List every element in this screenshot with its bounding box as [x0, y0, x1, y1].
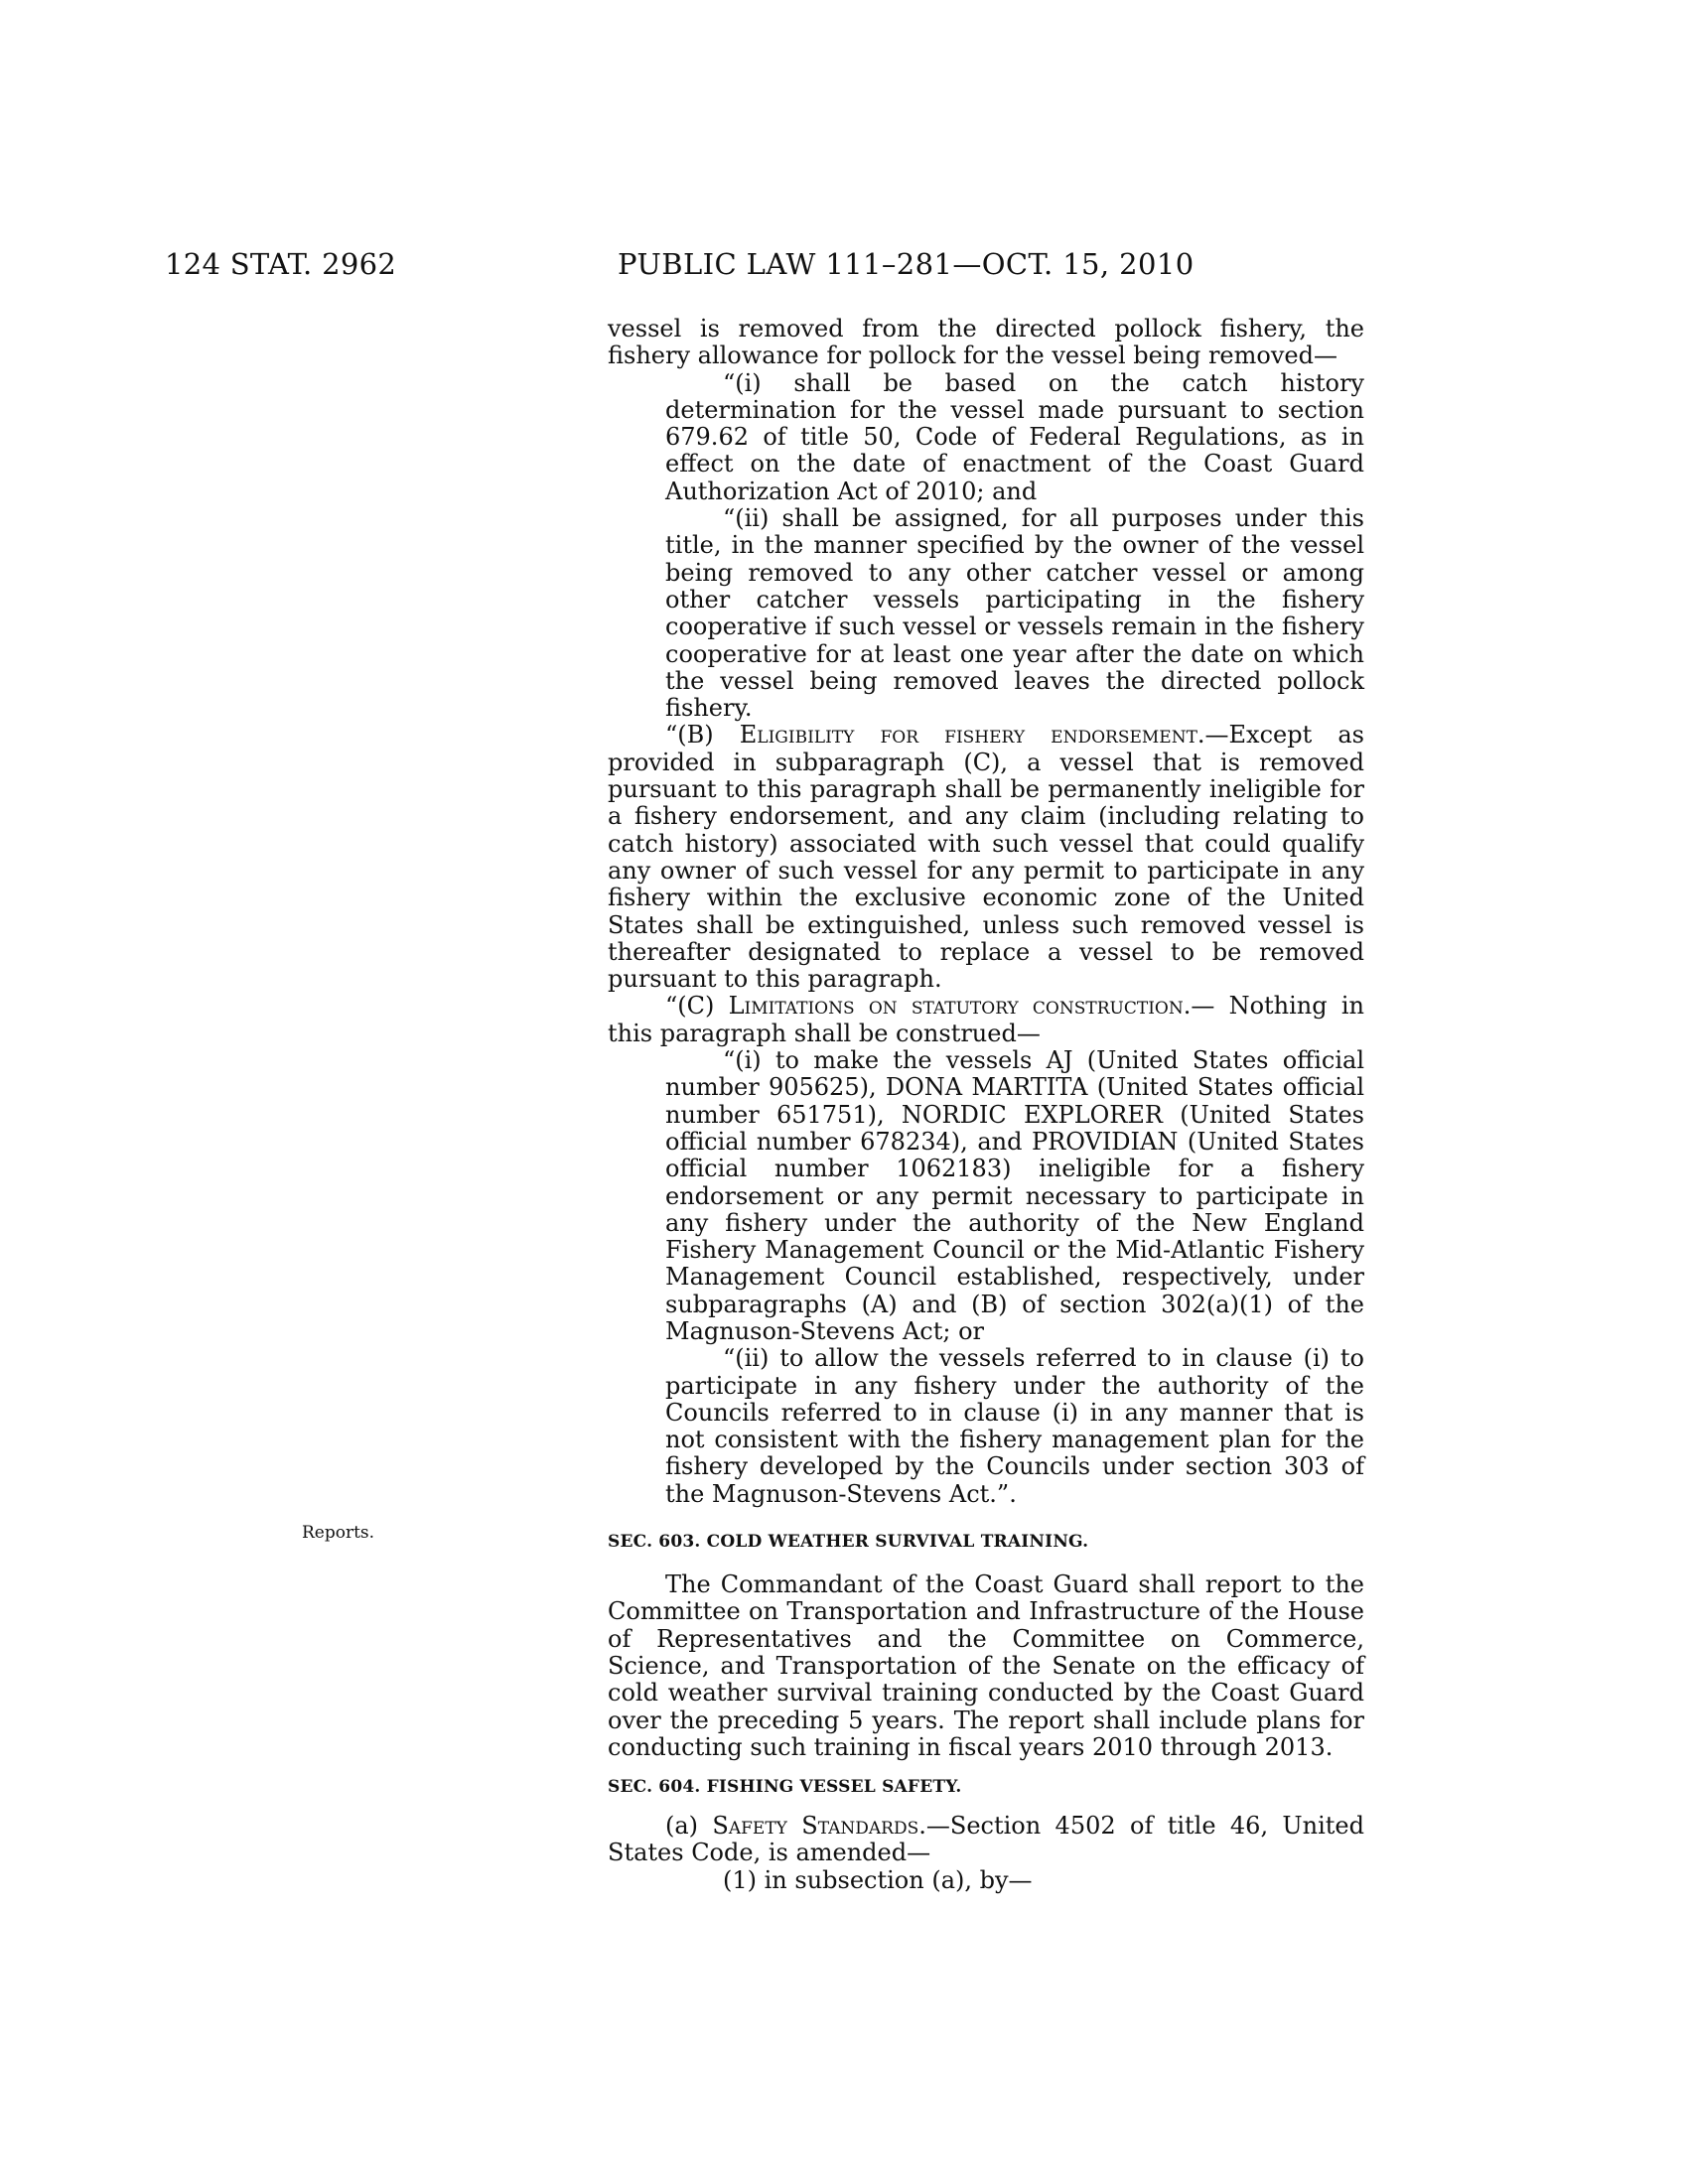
section-604-heading: SEC. 604. FISHING VESSEL SAFETY.	[608, 1777, 962, 1798]
subparagraph-b-text: .—Except as provided in subparagraph (C), a vessel that is removed pursuant to this paragraph shall be permanently ineligible for a fishery endorsement, and any claim (including relating to catch history) associated with such vessel that could qualify any owner of such vessel for any permit to participate in any fishery within the exclusive economic zone of the United States shall be extinguished, unless such removed vessel is thereafter designated to replace a vessel to be removed pursuant to this paragraph.	[608, 721, 1364, 994]
subparagraph-c-text: .— Nothing in this paragraph shall be construed—	[608, 992, 1364, 1047]
subsection-a-heading: Safety Standards	[712, 1812, 919, 1841]
clause-ii-councils: “(ii) to allow the vessels referred to in clause (i) to participate in any fishery under the authority of the Councils referred to in clause (i) in any manner that is not consistent with the fishery management plan for the fishery developed by the Councils under section 303 of the Magnuson-Stevens Act.”.	[665, 1344, 1364, 1508]
subparagraph-b-lead: “(B)	[665, 721, 740, 750]
section-603-heading: SEC. 603. COLD WEATHER SURVIVAL TRAINING.	[608, 1532, 1089, 1553]
clause-i-catch-history: “(i) shall be based on the catch history determination for the vessel made pursuant to section 679.62 of title 50, Code of Federal Regulations, as in effect on the date of enactment of the Coast Guard Authorization Act of 2010; and	[665, 368, 1364, 505]
subsection-a-text: .—Section 4502 of title 46, United States Code, is amended—	[608, 1812, 1364, 1867]
subparagraph-c-heading: Limitations on statutory construction	[728, 992, 1184, 1021]
clause-ii-assignment: “(ii) shall be assigned, for all purposes under this title, in the manner specified by the owner of the vessel being removed to any other catcher vessel or among other catcher vessels participating in the fishery cooperative if such vessel or vessels remain in the fishery cooperative for at least one year after the date on which the vessel being removed leaves the directed pollock fishery.	[665, 504, 1364, 723]
subparagraph-b-heading: Eligibility for fishery endorsement	[739, 721, 1197, 750]
margin-note-reports: Reports.	[302, 1523, 375, 1543]
public-law-title: PUBLIC LAW 111–281—OCT. 15, 2010	[618, 247, 1195, 281]
clause-i-vessels: “(i) to make the vessels AJ (United States official number 905625), DONA MARTITA (United States official number 651751), NORDIC EXPLORER (United States official number 678234), and PROVIDIAN (United States official number 1062183) ineligible for a fishery endorsement or any permit necessary to participate in any fishery under the authority of the New England Fishery Management Council or the Mid-Atlantic Fishery Management Council established, respectively, under subparagraphs (A) and (B) of section 302(a)(1) of the Magnuson-Stevens Act; or	[665, 1046, 1364, 1345]
section-603-text: The Commandant of the Coast Guard shall report to the Committee on Transportation and Infrastructure of the House of Representatives and the Committee on Commerce, Science, and Transportation of the Senate on the efficacy of cold weather survival training conducted by the Coast Guard over the preceding 5 years. The report shall include plans for conducting such training in fiscal years 2010 through 2013.	[608, 1570, 1364, 1761]
section-604-subsection-a	[608, 1813, 1364, 1867]
paragraph-continuation: vessel is removed from the directed pollock fishery, the fishery allowance for pollock for the vessel being removed—	[608, 315, 1364, 370]
document-body	[608, 316, 1364, 1894]
subparagraph-b	[608, 722, 1364, 993]
subsection-a-lead: (a)	[665, 1812, 713, 1841]
section-604-item-1: (1) in subsection (a), by—	[723, 1865, 1033, 1894]
subparagraph-c-lead: “(C)	[665, 992, 729, 1021]
stat-page-number: 124 STAT. 2962	[165, 247, 397, 281]
subparagraph-c	[608, 993, 1364, 1047]
